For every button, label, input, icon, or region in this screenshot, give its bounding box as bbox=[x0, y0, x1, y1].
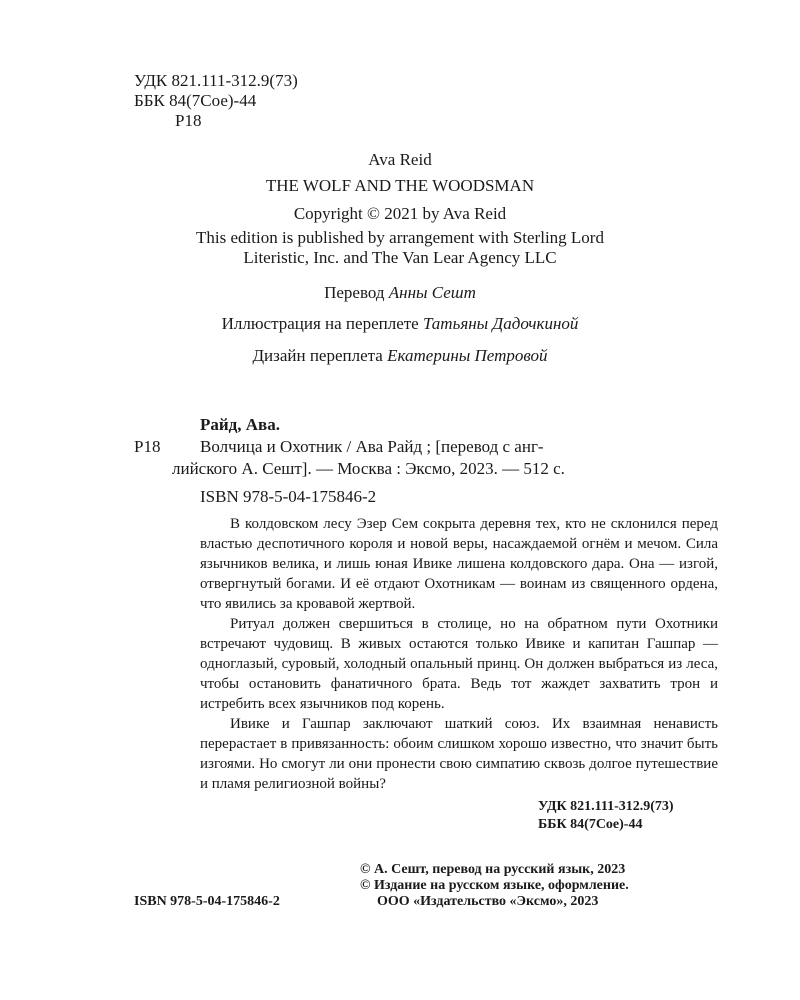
copyright-edition: © Издание на русском языке, оформление. bbox=[360, 878, 629, 893]
illustration-label: Иллюстрация на переплете bbox=[221, 314, 419, 333]
translation-label: Перевод bbox=[324, 283, 385, 302]
footer-isbn: ISBN 978-5-04-175846-2 bbox=[134, 894, 280, 909]
arrangement-line-1: This edition is published by arrangement with Sterling Lord bbox=[196, 228, 604, 247]
annotation-paragraph: Ритуал должен свершиться в столице, но на обратном пути Охотники встречают чудовищ. В живых остаются только Ивике и капитан Гашпар — одноглазый, суровый, холодный опальный принц. Он должен выбраться из леса, чтобы остановить фанатичного брата. Ведь тот жаждет захватить трон и истребить всех язычников под корень. bbox=[200, 616, 718, 712]
annotation-paragraph: Ивике и Гашпар заключают шаткий союз. Их взаимная ненависть перерастает в привязанность: обоим слишком хорошо известно, что значит быть изгоями. Но смогут ли они пронести свою симпатию сквозь долгое путешествие и пламя религиозной войны? bbox=[200, 716, 718, 792]
illustrator-name: Татьяны Дадочкиной bbox=[422, 314, 579, 333]
udk-code: УДК 821.111-312.9(73) bbox=[134, 71, 298, 90]
bib-line-2: лийского А. Сешт]. — Москва : Эксмо, 2023. — 512 с. bbox=[172, 459, 565, 478]
bbk-code: ББК 84(7Сое)-44 bbox=[134, 91, 257, 110]
copyright-line: Copyright © 2021 by Ava Reid bbox=[293, 204, 507, 223]
original-title: THE WOLF AND THE WOODSMAN bbox=[265, 176, 535, 195]
copyright-translation: © А. Сешт, перевод на русский язык, 2023 bbox=[360, 862, 626, 877]
annotation-udk: УДК 821.111-312.9(73) bbox=[538, 799, 674, 814]
annotation-bbk: ББК 84(7Сое)-44 bbox=[538, 817, 643, 832]
annotation-paragraph: В колдовском лесу Эзер Сем сокрыта деревня тех, кто не склонился перед властью деспотичного короля и новой веры, насаждаемой огнём и мечом. Сила язычников велика, и лишь юная Ивике лишена колдовского дара. Она — изгой, отвергнутый богами. И её отдают Охотникам — воинам из священного ордена, что явились за кровавой жертвой. bbox=[200, 516, 718, 612]
original-author: Ava Reid bbox=[368, 150, 432, 169]
bib-author-heading: Райд, Ава. bbox=[200, 415, 280, 434]
design-credit bbox=[0, 346, 800, 366]
designer-name: Екатерины Петровой bbox=[387, 346, 548, 365]
design-label: Дизайн переплета bbox=[252, 346, 383, 365]
arrangement-line-2: Literistic, Inc. and The Van Lear Agency LLC bbox=[243, 248, 557, 267]
annotation bbox=[200, 514, 718, 794]
bib-line-1: Волчица и Охотник / Ава Райд ; [перевод с анг- bbox=[200, 437, 544, 456]
author-mark: Р18 bbox=[175, 111, 202, 130]
bib-mark: Р18 bbox=[134, 437, 161, 456]
illustration-credit bbox=[0, 314, 800, 334]
translation-credit bbox=[0, 283, 800, 303]
bib-isbn: ISBN 978-5-04-175846-2 bbox=[200, 487, 377, 506]
translator-name: Анны Сешт bbox=[388, 283, 476, 302]
publisher-line: ООО «Издательство «Эксмо», 2023 bbox=[377, 894, 599, 909]
